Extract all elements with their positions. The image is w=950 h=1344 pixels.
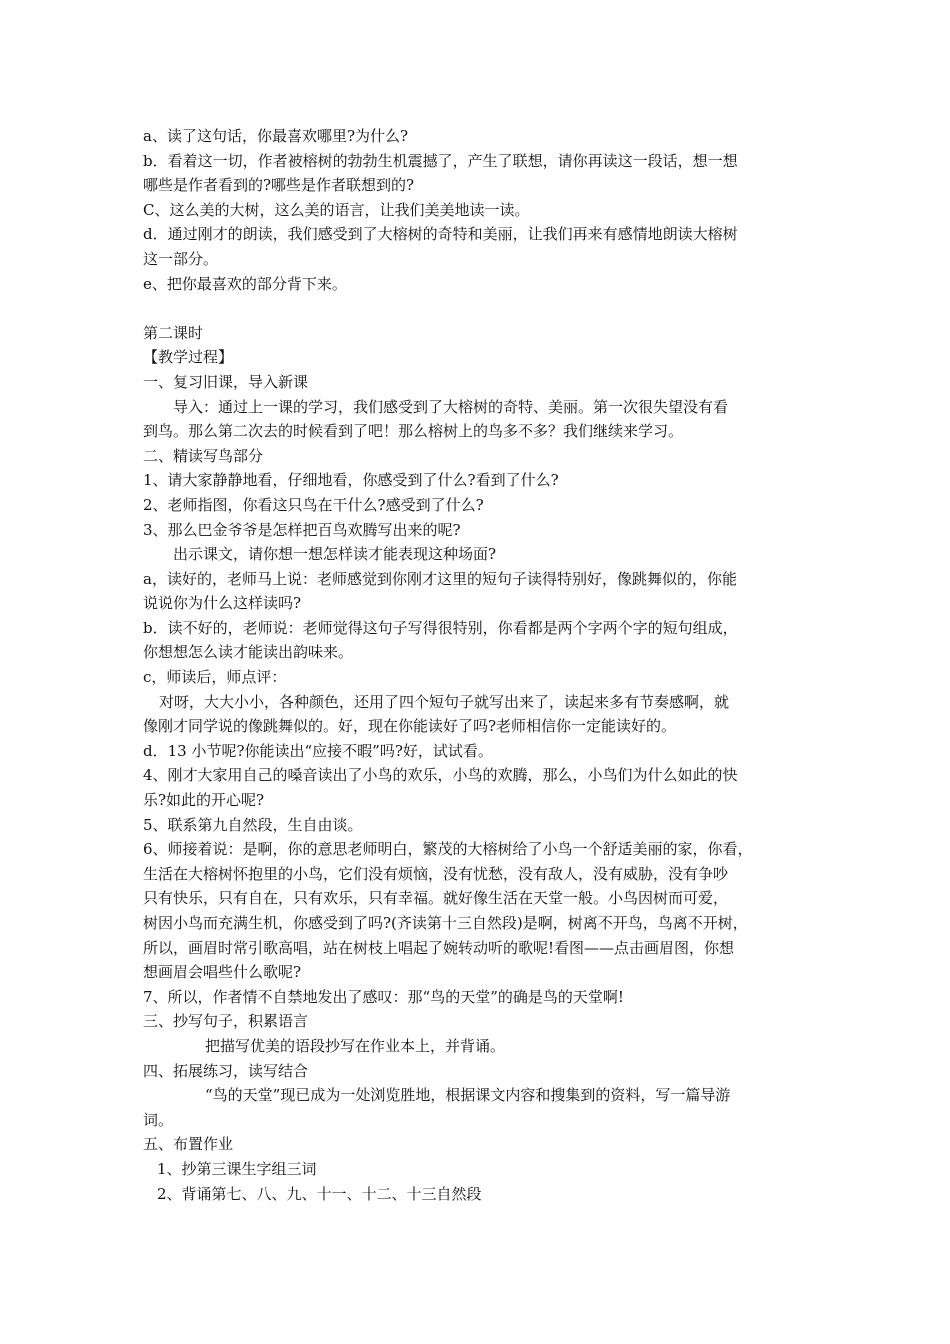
document-body: [143, 124, 815, 1206]
blank-line: [143, 296, 815, 321]
heading-homework: 五、布置作业: [143, 1135, 234, 1154]
section-title: 第二课时: [143, 323, 204, 342]
text-line: 2、老师指图，你看这只鸟在干什么?感受到了什么?: [143, 495, 484, 514]
text-line: d．通过刚才的朗读，我们感受到了大榕树的奇特和美丽，让我们再来有感情地朗读大榕树: [143, 225, 738, 244]
text-line: 把描写优美的语段抄写在作业本上，并背诵。: [205, 1036, 506, 1055]
text-line: 树因小鸟而充满生机，你感受到了吗?(齐读第十三自然段)是啊，树离不开鸟，鸟离不开树，: [143, 914, 748, 932]
text-line: 4、刚才大家用自己的嗓音读出了小鸟的欢乐，小鸟的欢腾，那么，小鸟们为什么如此的快: [143, 766, 738, 785]
text-line: C、这么美的大树，这么美的语言，让我们美美地读一读。: [143, 200, 530, 219]
heading-review: 一、复习旧课，导入新课: [143, 372, 309, 391]
text-line: a，读好的，老师马上说：老师感觉到你刚才这里的短句子读得特别好，像跳舞似的，你能: [143, 569, 737, 588]
text-line: 导入：通过上一课的学习，我们感受到了大榕树的奇特、美丽。第一次很失望没有看: [173, 397, 729, 416]
text-line: 你想想怎么读才能读出韵味来。: [143, 643, 354, 662]
text-line: 生活在大榕树怀抱里的小鸟，它们没有烦恼，没有忧愁，没有敌人，没有威胁，没有争吵: [143, 864, 729, 883]
text-line: 对呀，大大小小，各种颜色，还用了四个短句子就写出来了，读起来多有节奏感啊，就: [159, 692, 730, 711]
text-line: 哪些是作者看到的?哪些是作者联想到的?: [143, 176, 415, 195]
text-line: d．13 小节呢?你能读出“应接不暇”吗?好，试试看。: [143, 741, 493, 760]
text-line: 到鸟。那么第二次去的时候看到了吧！那么榕树上的鸟多不多？我们继续来学习。: [143, 422, 684, 441]
text-line: b．读不好的，老师说：老师觉得这句子写得很特别，你看都是两个字两个字的短句组成，: [143, 618, 738, 637]
text-line: 乐?如此的开心呢?: [143, 791, 265, 810]
text-line: “鸟的天堂”现已成为一处浏览胜地，根据课文内容和搜集到的资料，写一篇导游: [205, 1086, 731, 1105]
text-line: 出示课文，请你想一想怎样读才能表现这种场面?: [173, 545, 497, 564]
text-line: 词。: [143, 1110, 174, 1129]
text-line: 1、请大家静静地看，仔细地看，你感受到了什么?看到了什么?: [143, 471, 559, 490]
text-line: 5、联系第九自然段，生自由谈。: [143, 815, 363, 834]
heading-bird-reading: 二、精读写鸟部分: [143, 446, 264, 465]
list-item: 2、背诵第七、八、九、十一、十二、十三自然段: [157, 1184, 482, 1203]
text-line: 这一部分。: [143, 249, 219, 268]
text-line: 只有快乐，只有自在，只有欢乐，只有幸福。就好像生活在天堂一般。小鸟因树而可爱，: [143, 889, 729, 908]
text-line: 想画眉会唱些什么歌呢?: [143, 963, 302, 982]
text-line: 3、那么巴金爷爷是怎样把百鸟欢腾写出来的呢?: [143, 520, 461, 539]
list-item: 1、抄第三课生字组三词: [157, 1159, 317, 1178]
text-line: 7、所以，作者情不自禁地发出了感叹：那“鸟的天堂”的确是鸟的天堂啊!: [143, 987, 624, 1006]
text-line: 6、师接着说：是啊，你的意思老师明白，繁茂的大榕树给了小鸟一个舒适美丽的家，你看，: [143, 840, 753, 859]
heading-extension: 四、拓展练习，读写结合: [143, 1061, 309, 1080]
heading-copy-sentences: 三、抄写句子，积累语言: [143, 1012, 309, 1031]
text-line: 所以，画眉时常引歌高唱，站在树枝上唱起了婉转动听的歌呢!看图——点击画眉图，你想: [143, 938, 735, 957]
text-line: c，师读后，师点评：: [143, 668, 287, 687]
text-line: a、读了这句话，你最喜欢哪里?为什么?: [143, 127, 409, 145]
text-line: e、把你最喜欢的部分背下来。: [143, 274, 347, 293]
text-line: 说说你为什么这样读吗?: [143, 594, 302, 613]
section-heading: 【教学过程】: [143, 348, 234, 367]
text-line: b．看着这一切，作者被榕树的勃勃生机震撼了，产生了联想，请你再读这一段话，想一想: [143, 151, 738, 170]
text-line: 像刚才同学说的像跳舞似的。好，现在你能读好了吗?老师相信你一定能读好的。: [143, 717, 677, 736]
